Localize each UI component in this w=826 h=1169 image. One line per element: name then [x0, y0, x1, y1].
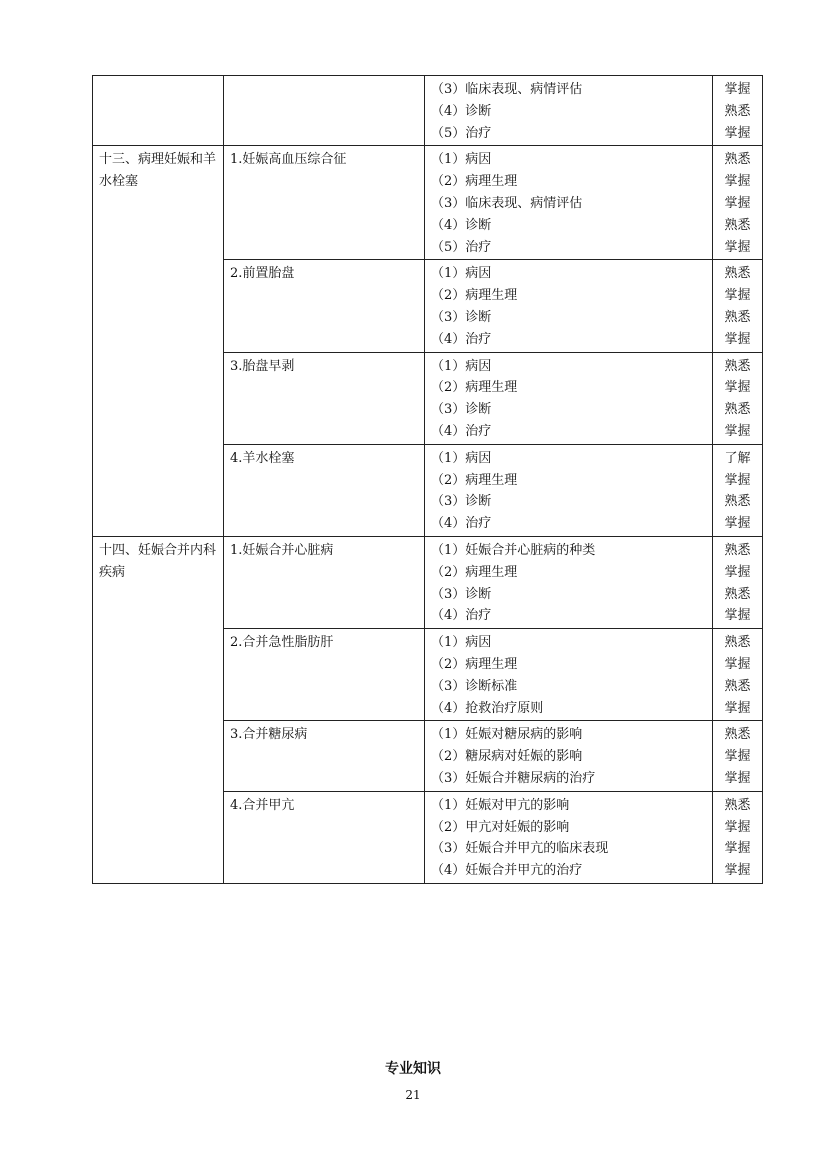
- content-item: （1）妊娠对糖尿病的影响: [431, 727, 583, 743]
- requirement-level: 掌握: [724, 516, 751, 532]
- requirement-level: 掌握: [724, 608, 751, 624]
- content-item: （3）妊娠合并糖尿病的治疗: [431, 770, 596, 786]
- requirement-cell: [713, 76, 763, 146]
- requirement-level: 熟悉: [724, 217, 751, 233]
- content-item: （3）诊断: [431, 494, 492, 510]
- topic-cell: [224, 721, 425, 791]
- content-cell: [425, 260, 713, 352]
- topic-title: 2.合并急性脂肪肝: [230, 635, 334, 651]
- topic-title: 3.合并糖尿病: [230, 727, 308, 743]
- content-cell: [425, 791, 713, 883]
- requirement-level: 熟悉: [724, 266, 751, 282]
- syllabus-table-body: [93, 76, 763, 884]
- requirement-level: 掌握: [724, 125, 751, 141]
- content-item: （3）妊娠合并甲亢的临床表现: [431, 841, 609, 857]
- requirement-level: 熟悉: [724, 727, 751, 743]
- content-item: （1）妊娠对甲亢的影响: [431, 797, 570, 813]
- requirement-level: 熟悉: [724, 402, 751, 418]
- topic-title: [230, 79, 418, 101]
- requirement-level: 熟悉: [724, 635, 751, 651]
- content-item: （2）病理生理: [431, 174, 518, 190]
- topic-cell: [224, 629, 425, 721]
- requirement-cell: [713, 721, 763, 791]
- content-item: （4）抢救治疗原则: [431, 700, 544, 716]
- table-row: [93, 536, 763, 628]
- requirement-level: 熟悉: [724, 494, 751, 510]
- topic-cell: [224, 352, 425, 444]
- requirement-level: 熟悉: [724, 103, 751, 119]
- content-item: （4）治疗: [431, 423, 492, 439]
- content-item: （2）病理生理: [431, 564, 518, 580]
- content-item: （3）诊断: [431, 309, 492, 325]
- table-row: [93, 146, 763, 260]
- page-number: 21: [405, 1088, 421, 1102]
- topic-title: 4.羊水栓塞: [230, 450, 295, 466]
- content-cell: [425, 146, 713, 260]
- requirement-cell: [713, 352, 763, 444]
- unit-title: 十四、妊娠合并内科疾病: [99, 542, 217, 580]
- requirement-level: 掌握: [724, 819, 751, 835]
- unit-cell: [93, 536, 224, 883]
- content-item: （1）病因: [431, 635, 492, 651]
- requirement-level: 了解: [724, 450, 751, 466]
- requirement-level: 掌握: [724, 841, 751, 857]
- requirement-cell: [713, 444, 763, 536]
- topic-title: 1.妊娠高血压综合征: [230, 152, 347, 168]
- content-cell: [425, 536, 713, 628]
- content-item: （3）诊断: [431, 402, 492, 418]
- requirement-level: 掌握: [724, 380, 751, 396]
- requirement-level: 熟悉: [724, 542, 751, 558]
- content-item: （4）诊断: [431, 103, 492, 119]
- content-item: （2）病理生理: [431, 656, 518, 672]
- unit-cell: [93, 146, 224, 537]
- requirement-level: 熟悉: [724, 152, 751, 168]
- requirement-cell: [713, 146, 763, 260]
- topic-cell: [224, 76, 425, 146]
- topic-cell: [224, 536, 425, 628]
- requirement-level: 掌握: [724, 423, 751, 439]
- content-item: （1）病因: [431, 450, 492, 466]
- content-cell: [425, 721, 713, 791]
- topic-title: 3.胎盘早剥: [230, 358, 295, 374]
- table-row: [93, 76, 763, 146]
- requirement-level: 熟悉: [724, 678, 751, 694]
- requirement-level: 掌握: [724, 656, 751, 672]
- content-item: （3）诊断: [431, 586, 492, 602]
- requirement-level: 掌握: [724, 863, 751, 879]
- requirement-level: 掌握: [724, 174, 751, 190]
- requirement-level: 掌握: [724, 770, 751, 786]
- requirement-level: 掌握: [724, 239, 751, 255]
- requirement-level: 掌握: [724, 331, 751, 347]
- content-item: （3）临床表现、病情评估: [431, 195, 583, 211]
- topic-title: 2.前置胎盘: [230, 266, 295, 282]
- content-item: （4）治疗: [431, 516, 492, 532]
- requirement-level: 熟悉: [724, 586, 751, 602]
- unit-title: 十三、病理妊娠和羊水栓塞: [99, 152, 217, 190]
- content-item: （1）病因: [431, 266, 492, 282]
- topic-cell: [224, 260, 425, 352]
- requirement-level: 掌握: [724, 700, 751, 716]
- content-item: （5）治疗: [431, 125, 492, 141]
- requirement-cell: [713, 629, 763, 721]
- topic-cell: [224, 146, 425, 260]
- content-item: （2）甲亢对妊娠的影响: [431, 819, 570, 835]
- requirement-level: 掌握: [724, 82, 751, 97]
- content-item: （1）妊娠合并心脏病的种类: [431, 542, 596, 558]
- content-item: （3）诊断标准: [431, 678, 518, 694]
- topic-cell: [224, 444, 425, 536]
- content-cell: [425, 352, 713, 444]
- section-title: 专业知识: [385, 1061, 441, 1077]
- content-item: （5）治疗: [431, 239, 492, 255]
- topic-title: 4.合并甲亢: [230, 797, 295, 813]
- content-item: （1）病因: [431, 152, 492, 168]
- content-item: （4）诊断: [431, 217, 492, 233]
- requirement-level: 熟悉: [724, 309, 751, 325]
- requirement-cell: [713, 260, 763, 352]
- topic-title: 1.妊娠合并心脏病: [230, 542, 334, 558]
- unit-cell: [93, 76, 224, 146]
- content-item: （2）病理生理: [431, 472, 518, 488]
- requirement-level: 熟悉: [724, 797, 751, 813]
- syllabus-table: [92, 75, 763, 884]
- requirement-level: 熟悉: [724, 358, 751, 374]
- topic-cell: [224, 791, 425, 883]
- requirement-level: 掌握: [724, 472, 751, 488]
- content-item: （1）病因: [431, 358, 492, 374]
- content-item: （2）糖尿病对妊娠的影响: [431, 749, 583, 765]
- content-item: （2）病理生理: [431, 380, 518, 396]
- requirement-level: 掌握: [724, 749, 751, 765]
- content-item: （4）妊娠合并甲亢的治疗: [431, 863, 583, 879]
- content-item: （4）治疗: [431, 331, 492, 347]
- requirement-level: 掌握: [724, 195, 751, 211]
- content-item: （4）治疗: [431, 608, 492, 624]
- requirement-level: 掌握: [724, 564, 751, 580]
- content-cell: [425, 444, 713, 536]
- requirement-cell: [713, 791, 763, 883]
- requirement-cell: [713, 536, 763, 628]
- content-item: （3）临床表现、病情评估: [431, 82, 583, 97]
- content-item: （2）病理生理: [431, 288, 518, 304]
- content-cell: [425, 629, 713, 721]
- requirement-level: 掌握: [724, 288, 751, 304]
- content-cell: [425, 76, 713, 146]
